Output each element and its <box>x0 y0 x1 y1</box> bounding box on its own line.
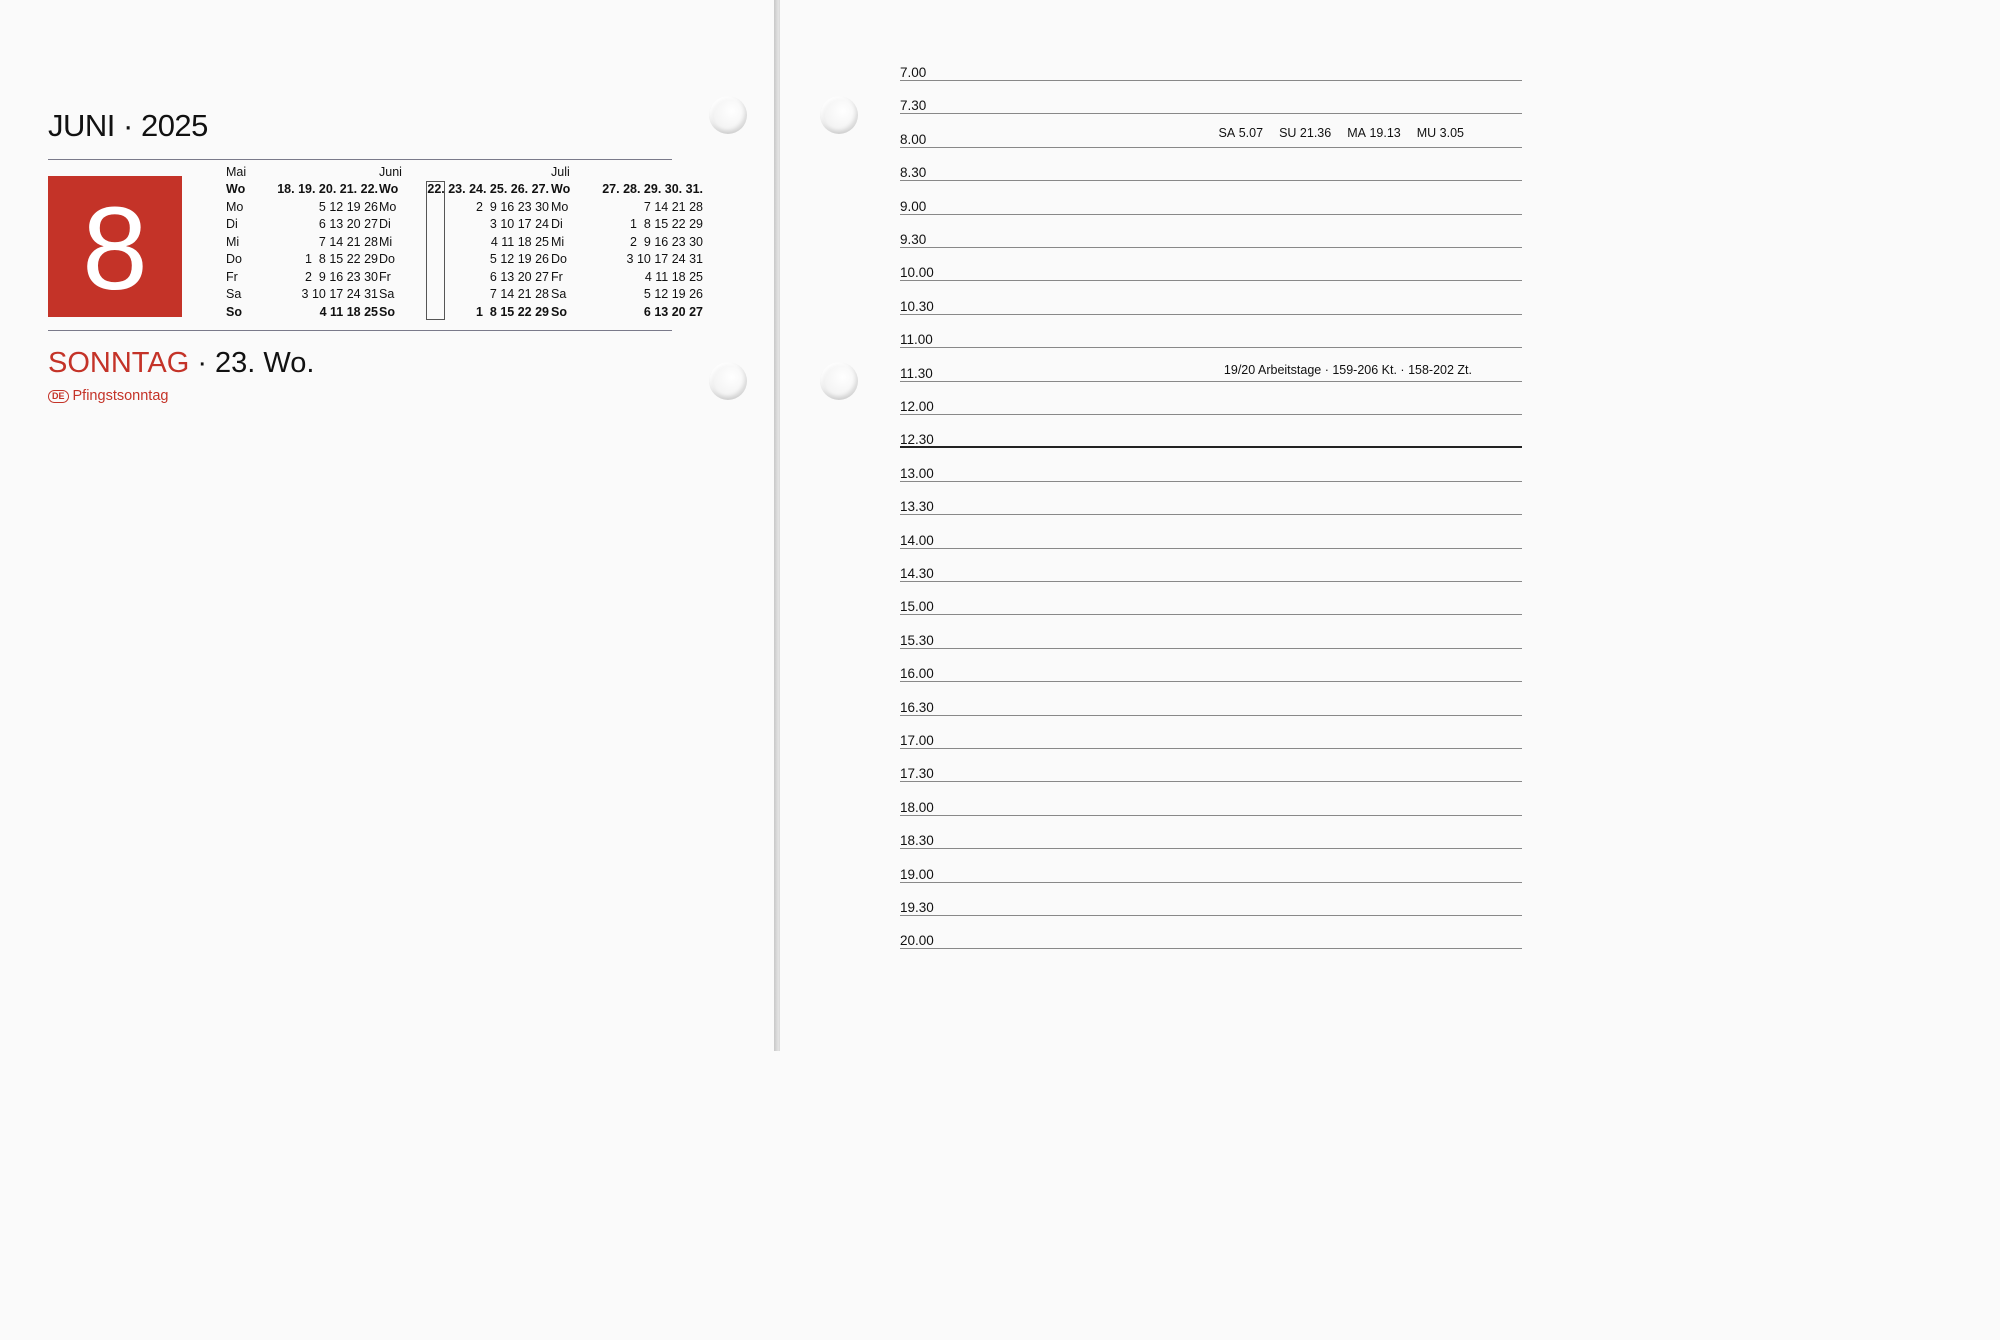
weekday-abbr: Mo <box>551 199 569 214</box>
time-slot-row[interactable] <box>900 114 1522 148</box>
time-slot-row[interactable] <box>900 214 1522 248</box>
mini-calendar-may <box>226 164 378 321</box>
time-slot-row[interactable] <box>900 247 1522 281</box>
month-year-title <box>48 108 208 144</box>
current-week-highlight <box>426 181 445 320</box>
time-slot-row[interactable] <box>900 815 1522 849</box>
time-slot-row[interactable] <box>900 615 1522 649</box>
weekday-abbr: So <box>379 304 395 319</box>
day-numbers: 2 9 16 23 30 <box>476 199 549 214</box>
time-label: 10.30 <box>900 298 934 314</box>
mini-calendar-title: Juni <box>379 165 402 179</box>
time-label: 13.00 <box>900 465 934 481</box>
mini-calendar-row <box>551 286 703 304</box>
calendar-rule <box>48 330 672 331</box>
moonrise: MA 19.13 <box>1347 126 1401 140</box>
day-numbers: 7 14 21 28 <box>318 234 378 249</box>
time-label: 17.30 <box>900 766 934 782</box>
mini-calendar-row <box>379 286 549 304</box>
mini-calendar-title: Juli <box>551 165 570 179</box>
mini-calendar-june <box>379 164 549 321</box>
weekday-abbr: Fr <box>226 269 238 284</box>
day-numbers: 5 12 19 26 <box>318 199 378 214</box>
time-slot-row[interactable] <box>900 47 1522 81</box>
time-label: 8.30 <box>900 165 927 181</box>
mini-calendar-row <box>379 216 549 234</box>
punch-hole-left-bottom <box>709 362 747 400</box>
time-label: 18.00 <box>900 799 934 815</box>
time-slot-row[interactable] <box>900 448 1522 482</box>
weekday-abbr: Sa <box>379 287 395 301</box>
time-slot-row[interactable] <box>900 348 1522 382</box>
separator-dot: · <box>123 108 141 143</box>
mini-calendar-row <box>551 269 703 287</box>
time-slot-row[interactable] <box>900 782 1522 816</box>
time-slot-row[interactable] <box>900 281 1522 315</box>
day-numbers: 7 14 21 28 <box>489 287 549 301</box>
time-label: 15.30 <box>900 632 934 648</box>
time-label: 16.00 <box>900 666 934 682</box>
mini-calendar-row <box>379 234 549 252</box>
weekday-abbr: Mo <box>379 199 397 214</box>
sunrise: SA 5.07 <box>1218 126 1264 140</box>
day-numbers: 1 8 15 22 29 <box>305 252 378 266</box>
weekday-abbr: Do <box>226 252 242 266</box>
time-label: 19.00 <box>900 866 934 882</box>
mini-calendar-row <box>551 199 703 217</box>
time-slot-row[interactable] <box>900 882 1522 916</box>
time-label: 11.30 <box>900 365 933 381</box>
mini-calendar-row <box>379 251 549 269</box>
header-rule <box>48 159 672 160</box>
holiday-note <box>48 388 168 404</box>
mini-calendar-row <box>379 199 549 217</box>
time-slot-row[interactable] <box>900 80 1522 114</box>
day-numbers: 4 11 18 25 <box>319 304 378 319</box>
day-numbers: 6 13 20 27 <box>489 269 549 284</box>
time-label: 20.00 <box>900 933 934 949</box>
mini-calendar-row <box>379 181 549 199</box>
day-numbers: 6 13 20 27 <box>318 217 378 231</box>
mini-calendar-row <box>379 269 549 287</box>
day-numbers: 18. 19. 20. 21. 22. <box>277 182 378 196</box>
mini-calendar-row <box>226 199 378 217</box>
time-slot-row[interactable] <box>900 682 1522 716</box>
moonset: MU 3.05 <box>1416 126 1464 140</box>
time-label: 11.00 <box>900 332 933 348</box>
weekday-abbr: Mi <box>379 234 393 249</box>
day-numbers: 22. 23. 24. 25. 26. 27. <box>427 182 549 196</box>
time-label: 14.30 <box>900 566 934 581</box>
weekday-abbr: Do <box>379 252 395 266</box>
time-slot-row[interactable] <box>900 915 1522 949</box>
day-number-box <box>48 176 182 317</box>
mini-calendar-row <box>226 269 378 287</box>
mini-calendar-row <box>226 234 378 252</box>
punch-hole-right-bottom <box>820 362 858 400</box>
mini-calendar-row <box>226 181 378 199</box>
time-label: 10.00 <box>900 265 934 281</box>
weekday-line <box>48 347 314 380</box>
mini-calendar-row <box>551 181 703 199</box>
day-numbers: 2 9 16 23 30 <box>305 269 378 284</box>
day-numbers: 3 10 17 24 31 <box>626 252 703 266</box>
weekday-abbr: Di <box>379 217 391 231</box>
mini-calendar-row <box>226 251 378 269</box>
year-label: 2025 <box>140 108 208 143</box>
day-numbers: 2 9 16 23 30 <box>630 234 703 249</box>
punch-hole-left-top <box>709 96 747 134</box>
weekday-abbr: Mo <box>226 199 244 214</box>
weekday-abbr: Wo <box>379 182 399 196</box>
separator-dot: · <box>197 347 216 379</box>
time-slot-row[interactable] <box>900 849 1522 883</box>
time-label: 13.30 <box>900 499 934 515</box>
mini-calendar-row <box>226 304 378 322</box>
mini-calendar-row <box>226 286 378 304</box>
weekday-abbr: Mi <box>551 234 565 249</box>
mini-calendar-july <box>551 164 703 321</box>
mini-calendar-row <box>379 304 549 322</box>
day-numbers: 5 12 19 26 <box>643 287 703 301</box>
de-flag-icon: DE <box>48 390 69 403</box>
day-numbers: 4 11 18 25 <box>490 234 549 249</box>
time-slot-row[interactable] <box>900 715 1522 749</box>
time-label: 9.00 <box>900 198 927 214</box>
week-number: 23. Wo. <box>215 347 315 379</box>
mini-calendar-row <box>226 216 378 234</box>
mini-calendar-row <box>551 216 703 234</box>
weekday-abbr: Mi <box>226 234 240 249</box>
day-statistics: 19/20 Arbeitstage · 159-206 Kt. · 158-202 Zt. <box>1223 363 1472 377</box>
weekday-abbr: Fr <box>551 269 563 284</box>
weekday-abbr: Wo <box>226 182 246 196</box>
mini-calendar-row <box>551 234 703 252</box>
time-slot-row[interactable] <box>900 748 1522 782</box>
weekday-abbr: Di <box>551 217 563 231</box>
time-label: 14.00 <box>900 532 934 548</box>
punch-hole-right-top <box>820 96 858 134</box>
day-numbers: 1 8 15 22 29 <box>630 217 703 231</box>
day-numbers: 27. 28. 29. 30. 31. <box>602 182 703 196</box>
day-numbers: 4 11 18 25 <box>644 269 703 284</box>
weekday-abbr: Do <box>551 252 567 266</box>
time-label: 12.30 <box>900 432 934 448</box>
time-slot-row[interactable] <box>900 181 1522 215</box>
holiday-name: Pfingstsonntag <box>72 388 169 404</box>
weekday-abbr: Sa <box>551 287 567 301</box>
time-slot-row[interactable] <box>900 481 1522 515</box>
weekday-name: SONNTAG <box>48 347 190 379</box>
time-label: 18.30 <box>900 833 934 849</box>
month-label: JUNI <box>48 108 115 143</box>
weekday-abbr: Fr <box>379 269 391 284</box>
day-numbers: 6 13 20 27 <box>643 304 703 319</box>
day-numbers: 5 12 19 26 <box>489 252 549 266</box>
time-slot-row[interactable] <box>900 648 1522 682</box>
time-slot-row[interactable] <box>900 381 1522 415</box>
time-slot-row[interactable] <box>900 414 1522 448</box>
time-label: 8.00 <box>900 131 927 147</box>
weekday-abbr: So <box>551 304 567 319</box>
time-slot-row[interactable] <box>900 581 1522 615</box>
time-label: 15.00 <box>900 599 934 615</box>
weekday-abbr: So <box>226 304 242 319</box>
day-numbers: 3 10 17 24 <box>489 217 549 231</box>
time-label: 7.00 <box>900 65 927 80</box>
time-label: 17.00 <box>900 733 934 748</box>
day-numbers: 1 8 15 22 29 <box>476 304 549 319</box>
time-label: 12.00 <box>900 399 934 414</box>
time-slot-row[interactable] <box>900 147 1522 181</box>
time-label: 16.30 <box>900 699 934 715</box>
time-slot-row[interactable] <box>900 548 1522 582</box>
writing-line <box>900 948 1522 949</box>
time-slot-row[interactable] <box>900 515 1522 549</box>
time-label: 7.30 <box>900 98 927 114</box>
left-page <box>0 0 776 1051</box>
day-numbers: 3 10 17 24 31 <box>301 287 378 301</box>
weekday-abbr: Di <box>226 217 238 231</box>
mini-calendar-row <box>551 304 703 322</box>
day-number: 8 <box>82 182 148 315</box>
time-label: 9.30 <box>900 232 927 247</box>
sunset: SU 21.36 <box>1279 126 1332 140</box>
time-label: 19.30 <box>900 900 934 915</box>
mini-calendar-row <box>551 251 703 269</box>
weekday-abbr: Wo <box>551 182 571 196</box>
weekday-abbr: Sa <box>226 287 242 301</box>
mini-calendar-title: Mai <box>226 165 247 179</box>
time-slot-row[interactable] <box>900 314 1522 348</box>
day-numbers: 7 14 21 28 <box>643 199 703 214</box>
